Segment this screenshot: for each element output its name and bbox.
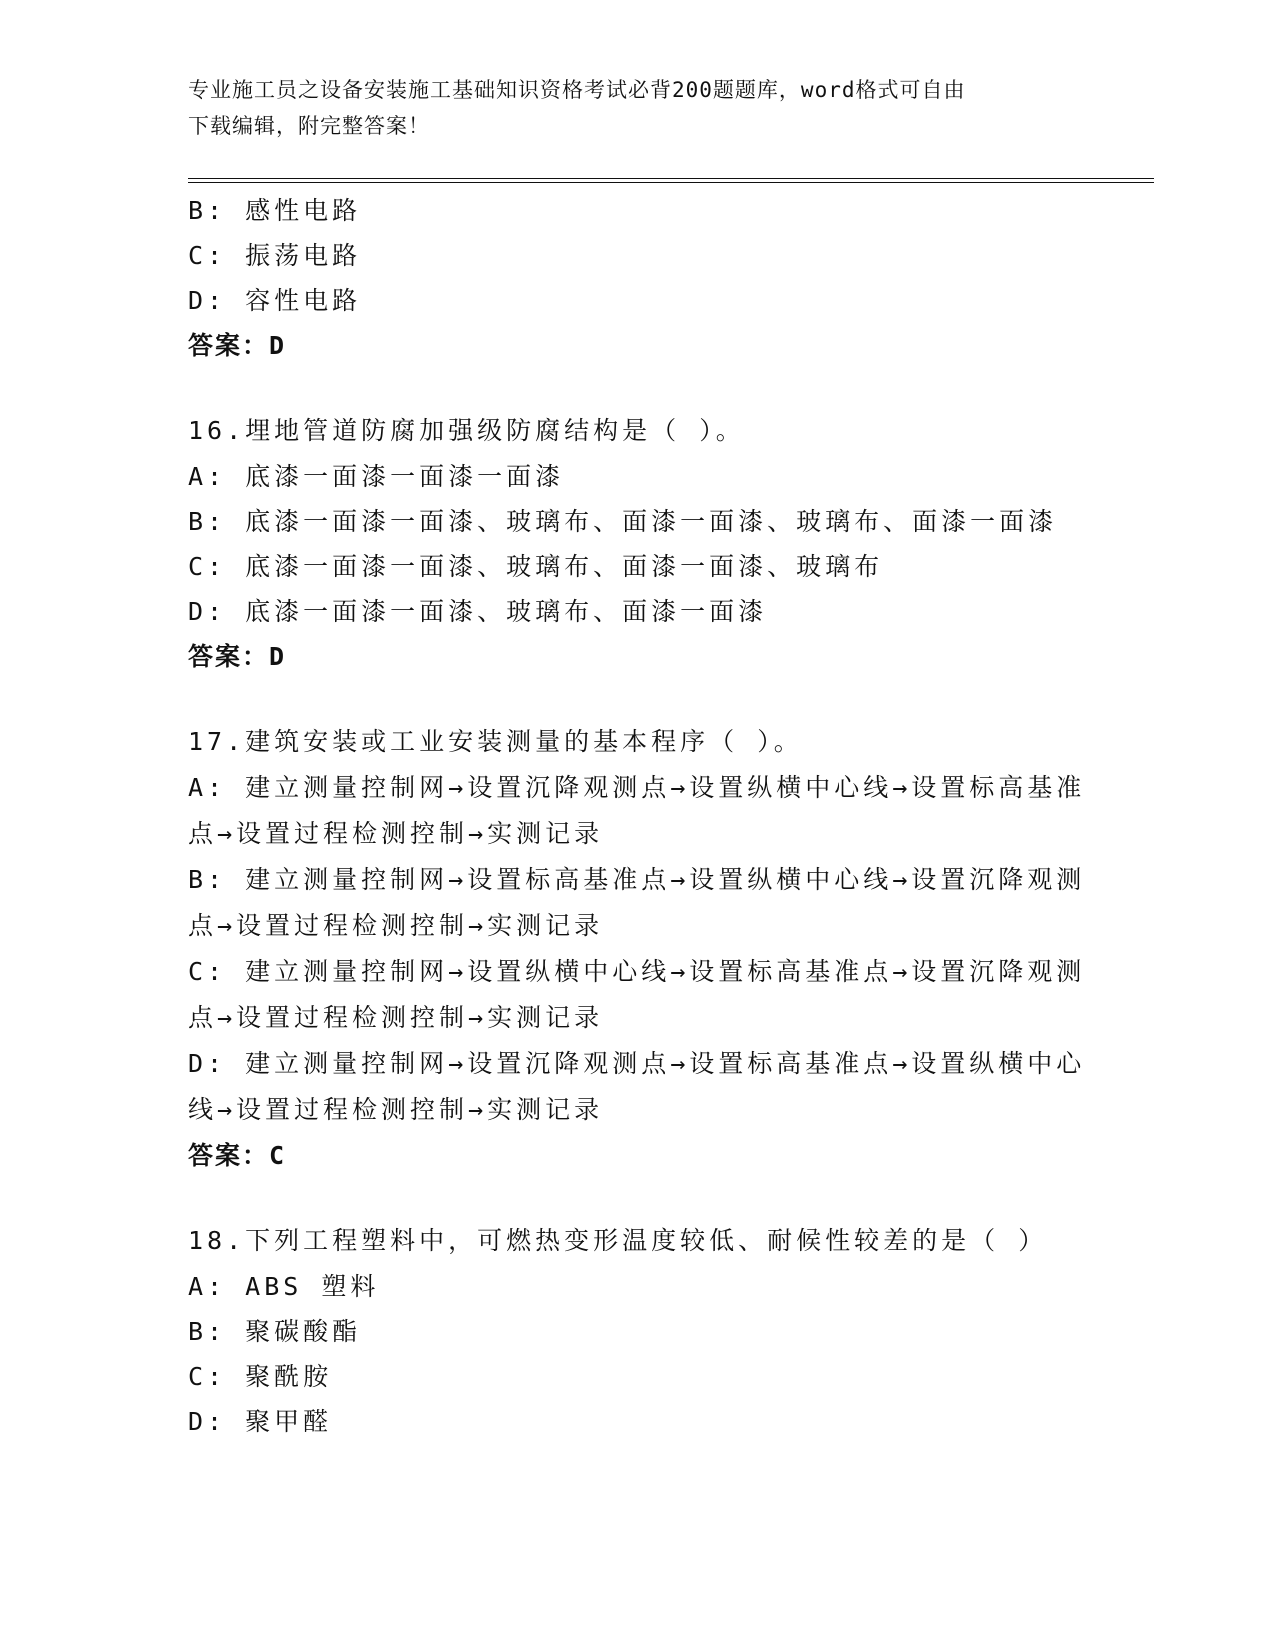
option-c: C: 聚酰胺 — [188, 1362, 333, 1391]
question-title: 16.埋地管道防腐加强级防腐结构是（ ）。 — [188, 416, 745, 445]
question-16 — [188, 408, 1088, 679]
option-b: B: 感性电路 — [188, 196, 362, 225]
option-a: A: ABS 塑料 — [188, 1272, 380, 1301]
option-d: D: 建立测量控制网→设置沉降观测点→设置标高基准点→设置纵横中心线→设置过程检测控制→实测记录 — [188, 1049, 1086, 1124]
question-title: 18.下列工程塑料中，可燃热变形温度较低、耐候性较差的是（ ） — [188, 1226, 1048, 1255]
option-d: D: 容性电路 — [188, 286, 362, 315]
answer: 答案：D — [188, 331, 287, 360]
option-b: B: 建立测量控制网→设置标高基准点→设置纵横中心线→设置沉降观测点→设置过程检测控制→实测记录 — [188, 865, 1086, 940]
question-15-tail — [188, 188, 1088, 368]
answer: 答案：D — [188, 642, 287, 671]
option-d: D: 聚甲醛 — [188, 1407, 333, 1436]
option-c: C: 振荡电路 — [188, 241, 362, 270]
header-divider — [188, 178, 1154, 183]
answer: 答案：C — [188, 1141, 287, 1170]
question-18 — [188, 1218, 1088, 1444]
option-a: A: 底漆一面漆一面漆一面漆 — [188, 462, 565, 491]
option-c: C: 底漆一面漆一面漆、玻璃布、面漆一面漆、玻璃布 — [188, 552, 884, 581]
option-a: A: 建立测量控制网→设置沉降观测点→设置纵横中心线→设置标高基准点→设置过程检测控制→实测记录 — [188, 773, 1086, 848]
header-line-1: 专业施工员之设备安装施工基础知识资格考试必背200题题库，word格式可自由 — [188, 78, 966, 102]
document-header — [188, 72, 1068, 144]
option-b: B: 底漆一面漆一面漆、玻璃布、面漆一面漆、玻璃布、面漆一面漆 — [188, 507, 1058, 536]
option-d: D: 底漆一面漆一面漆、玻璃布、面漆一面漆 — [188, 597, 768, 626]
question-17 — [188, 719, 1088, 1178]
question-content — [188, 188, 1088, 1444]
question-title: 17.建筑安装或工业安装测量的基本程序（ ）。 — [188, 727, 803, 756]
option-b: B: 聚碳酸酯 — [188, 1317, 362, 1346]
option-c: C: 建立测量控制网→设置纵横中心线→设置标高基准点→设置沉降观测点→设置过程检测控制→实测记录 — [188, 957, 1086, 1032]
header-line-2: 下载编辑，附完整答案！ — [188, 114, 430, 138]
